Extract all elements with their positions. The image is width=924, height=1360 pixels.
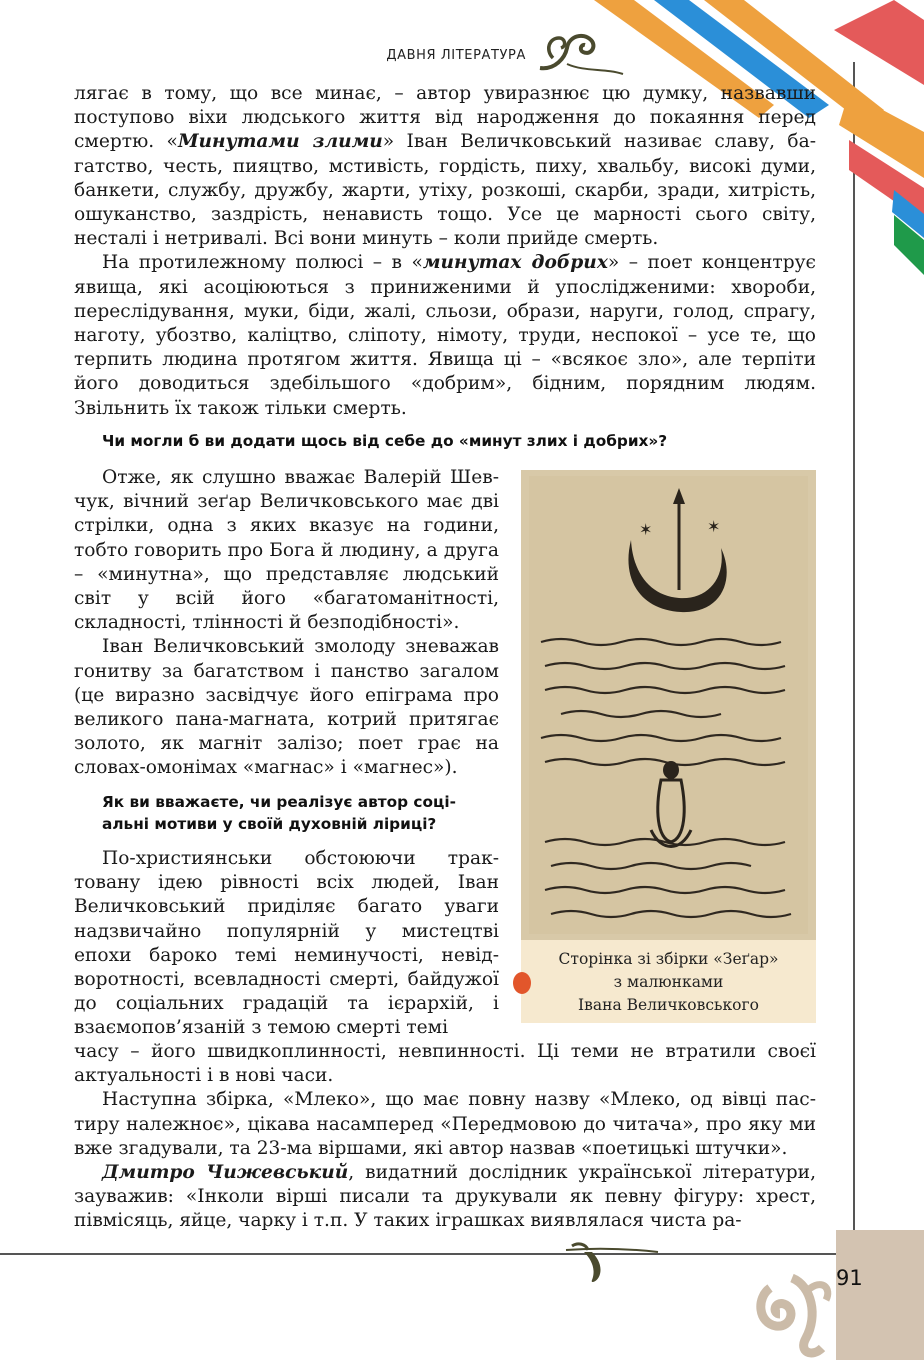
paragraph-shevchuk: Отже, як слушно вважає Валерій Шевчук, вічний зеґар Величковського має дві стрілки, одна з яких вказує на години, тобто говорить про Бога й людину, а друга – «минутна», що представляє людський світ у всій його «багатоманітності, складності, тлінності й безподібності». [74, 467, 499, 634]
question-heading-2: Як ви вважаєте, чи реалізує автор соці- альні мотиви у своїй духовній ліриці? [102, 793, 456, 833]
caption-marker-icon [513, 972, 531, 994]
column-text-upper [74, 466, 499, 781]
svg-text:✶: ✶ [707, 517, 721, 536]
column-text-lower [74, 847, 499, 1041]
flourish-ornament-icon [535, 28, 625, 76]
section-title: ДАВНЯ ЛІТЕРАТУРА [386, 48, 526, 63]
svg-text:✶: ✶ [639, 520, 653, 539]
paragraph-bottom [74, 1040, 816, 1234]
paragraph-mleko: Наступна збірка, «Млеко», що має повну назву «Млеко, од вівці пастиру належноє», цікава насамперед «Передмовою до читача», про яку ми вже згадували, та 23-ма віршами, які автор назвав «поетицькі штучки». [74, 1089, 816, 1159]
page-number: 91 [836, 1266, 863, 1290]
page-corner-panel [836, 1230, 924, 1360]
paragraph-epigram: Іван Величковський змолоду зневажав гонитву за багатством і панство загалом (це виразно засвідчує його епіграма про великого пана-магната, котрий притягає золото, як магніт залізо; поет грає на словах-омонімах «магнас» і «магнес»). [74, 636, 499, 779]
manuscript-page-image [521, 470, 816, 940]
figure-manuscript [521, 470, 816, 1023]
decorative-curl-icon [752, 1268, 834, 1360]
question-heading-1: Чи могли б ви додати щось від себе до «минут злих і добрих»? [102, 432, 668, 450]
paragraph-equality: По-християнськи обстоюючи трактовану ідею рівності всіх людей, Іван Величковський приділяє багато уваги надзвичайно популярній у мистецтві епохи бароко темі неминучості, невідворотності, всевладності смерті, байдужої до соціальних градацій та ієрархій, і взаємопов’язаній з темою смерті темі [74, 848, 499, 1039]
paragraph-chyzhevsky: Дмитро Чижевський, видатний дослідник української літератури, зауважив: «Інколи вірші писали та друкували як певну фігуру: хрест, півмісяць, яйце, чарку і т.п. У таких іграшках виявлялася чиста ра- [74, 1162, 816, 1232]
paragraph-intro: лягає в тому, що все минає, – автор увиразнює цю думку, назвавши поступово віхи людського життя від народження до покаяння перед смертю. «Минутами злими» Іван Величковський називає славу, ба- гатство, честь, пияцтво, мстивість, гордість, пиху, хвальбу, високі думи, банкети, службу, дружбу, жарти, утіху, розкоші, скарби, зради, хитрість, ошуканство, заздрість, ненависть тощо. Усе це марності сього світу, несталі і нетривалі. Всі вони минуть – коли прийде смерть. На протилежному полюсі – в «минутах добрих» – поет концентрує явища, які асоціюються з приниженими й упослідженими: хвороби, переслідування, муки, біди, жалі, сльози, образи, наруги, голод, спрагу, наготу, убозтво, каліцтво, сліпоту, німоту, труди, неспокої – усе те, що терпить людина протягом життя. Явища ці – «всякоє зло», але терпіти його доводиться здебільшого «добрим», бідним, порядним людям. Звільнить їх також тільки смерть. [74, 83, 816, 419]
paragraph-time-theme: часу – його швидкоплинності, невпинності. Ці теми не втратили своєї актуальності і в нові часи. [74, 1041, 816, 1087]
flourish-ornament-bottom-icon [562, 1240, 662, 1286]
figure-caption: Сторінка зі збірки «Зеґар» з малюнками Івана Величковського [558, 950, 779, 1014]
